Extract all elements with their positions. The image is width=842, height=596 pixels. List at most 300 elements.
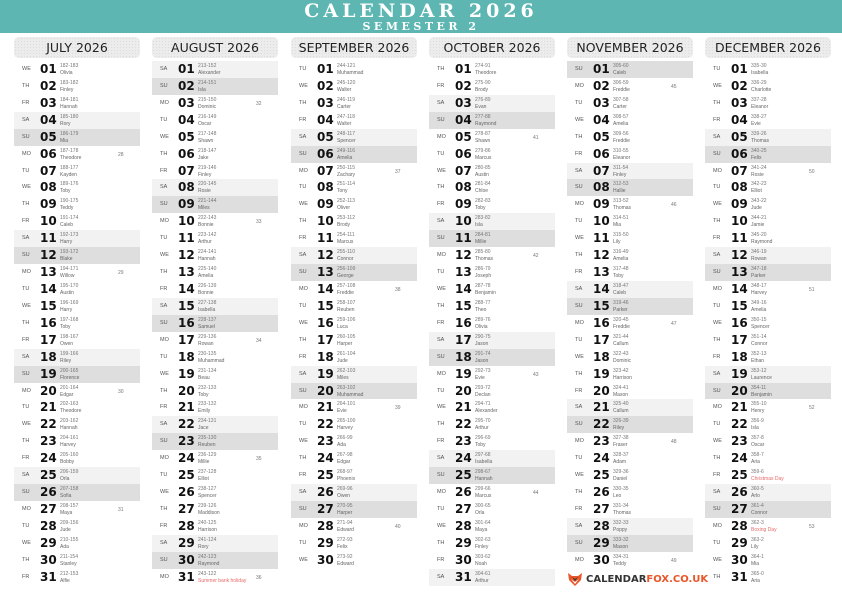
day-number: 07 [731, 163, 748, 178]
day-number: 20 [178, 383, 195, 398]
day-row[interactable] [705, 112, 831, 129]
day-row[interactable] [152, 535, 278, 552]
day-row[interactable] [14, 196, 140, 213]
day-number: 04 [40, 112, 57, 127]
day-row[interactable] [152, 179, 278, 196]
day-row[interactable] [152, 264, 278, 281]
day-row[interactable] [429, 146, 555, 163]
day-row[interactable] [152, 569, 278, 586]
day-row[interactable] [567, 433, 693, 450]
day-of-year: 362-3 [751, 519, 764, 526]
day-row[interactable] [429, 163, 555, 180]
day-row[interactable] [152, 467, 278, 484]
day-row[interactable] [14, 163, 140, 180]
day-number: 12 [317, 248, 334, 263]
day-row[interactable] [291, 163, 417, 180]
day-row[interactable] [291, 95, 417, 112]
name-day: Ada [337, 442, 346, 449]
day-row[interactable] [429, 501, 555, 518]
day-row[interactable] [14, 146, 140, 163]
day-row[interactable] [14, 112, 140, 129]
day-row[interactable] [152, 552, 278, 569]
day-row[interactable] [291, 281, 417, 298]
day-row[interactable] [429, 569, 555, 586]
day-row[interactable] [291, 501, 417, 518]
weekday-label: SU [713, 387, 721, 394]
day-row[interactable] [291, 484, 417, 501]
day-of-year: 219-146 [198, 164, 217, 171]
day-row[interactable] [291, 129, 417, 146]
day-row[interactable] [152, 247, 278, 264]
day-number: 25 [40, 468, 57, 483]
day-row[interactable] [567, 349, 693, 366]
day-row[interactable] [567, 281, 693, 298]
day-row[interactable] [705, 552, 831, 569]
day-row[interactable] [567, 416, 693, 433]
day-row[interactable] [567, 196, 693, 213]
day-row[interactable] [14, 95, 140, 112]
day-row[interactable] [705, 467, 831, 484]
day-row[interactable] [291, 247, 417, 264]
day-of-year: 211-154 [60, 553, 78, 560]
day-row[interactable] [429, 484, 555, 501]
day-of-year: 315-50 [613, 232, 629, 239]
day-row[interactable] [429, 230, 555, 247]
name-day: Zachary [337, 171, 356, 178]
name-day: Hannah [475, 476, 493, 483]
day-row[interactable] [291, 264, 417, 281]
name-day: Theodore [475, 70, 497, 76]
day-row[interactable] [291, 78, 417, 95]
day-row[interactable] [291, 383, 417, 400]
day-of-year: 187-178 [60, 147, 79, 154]
day-row[interactable] [291, 213, 417, 230]
weekday-label: TH [299, 336, 307, 343]
day-row[interactable] [291, 366, 417, 383]
day-row[interactable] [152, 450, 278, 467]
day-row[interactable] [291, 112, 417, 129]
day-row[interactable] [705, 230, 831, 247]
day-row[interactable] [152, 399, 278, 416]
day-of-year: 356-9 [751, 418, 764, 425]
day-number: 30 [731, 552, 748, 567]
day-row[interactable] [152, 213, 278, 230]
day-of-year: 352-13 [751, 350, 767, 357]
day-row[interactable] [152, 501, 278, 518]
weekday-label: TH [713, 218, 721, 225]
weekday-label: TU [713, 539, 721, 546]
day-row[interactable] [705, 196, 831, 213]
day-row[interactable] [14, 416, 140, 433]
day-number: 09 [317, 197, 334, 212]
name-day: Isabella [751, 70, 769, 76]
day-row[interactable] [705, 450, 831, 467]
day-row[interactable] [152, 196, 278, 213]
day-row[interactable] [705, 146, 831, 163]
day-row[interactable] [152, 95, 278, 112]
name-day: Daniel [613, 476, 628, 483]
name-day: Oscar [198, 120, 212, 127]
day-row[interactable] [567, 112, 693, 129]
day-row[interactable] [14, 298, 140, 315]
weekday-label: WE [22, 66, 31, 72]
day-of-year: 348-17 [751, 282, 767, 289]
day-row[interactable] [429, 196, 555, 213]
day-row[interactable] [705, 213, 831, 230]
day-row[interactable] [705, 163, 831, 180]
day-number: 12 [593, 248, 610, 263]
name-day: Oliver [337, 205, 351, 212]
day-number: 31 [731, 569, 748, 584]
day-row[interactable] [14, 315, 140, 332]
day-row[interactable] [152, 433, 278, 450]
day-row[interactable] [429, 467, 555, 484]
day-row[interactable] [567, 163, 693, 180]
day-row[interactable] [429, 281, 555, 298]
day-number: 23 [593, 434, 610, 449]
name-day: Adam [613, 459, 627, 466]
day-row[interactable] [567, 298, 693, 315]
name-day: Toby [198, 391, 209, 398]
day-row[interactable] [291, 467, 417, 484]
month-column [429, 37, 555, 592]
day-of-year: 197-168 [60, 316, 79, 323]
name-day: Aria [751, 577, 760, 584]
day-row[interactable] [14, 535, 140, 552]
day-row[interactable] [705, 501, 831, 518]
day-row[interactable] [14, 78, 140, 95]
day-row[interactable] [705, 383, 831, 400]
day-row[interactable] [14, 247, 140, 264]
day-row[interactable] [14, 467, 140, 484]
day-row[interactable] [152, 230, 278, 247]
day-of-year: 351-14 [751, 333, 767, 340]
day-row[interactable] [152, 366, 278, 383]
day-of-year: 182-183 [60, 63, 79, 69]
day-row[interactable] [705, 247, 831, 264]
day-row[interactable] [705, 298, 831, 315]
week-number: 33 [256, 219, 262, 226]
weekday-label: TU [575, 455, 583, 462]
day-row[interactable] [14, 383, 140, 400]
day-row[interactable] [705, 518, 831, 535]
day-row[interactable] [429, 416, 555, 433]
day-row[interactable] [14, 264, 140, 281]
name-day: Emily [198, 408, 211, 415]
name-day: Benjamin [475, 289, 496, 296]
day-number: 30 [593, 552, 610, 567]
day-row[interactable] [567, 213, 693, 230]
day-number: 19 [593, 366, 610, 381]
day-of-year: 330-35 [613, 486, 629, 493]
day-row[interactable] [152, 416, 278, 433]
day-row[interactable] [567, 95, 693, 112]
day-row[interactable] [152, 281, 278, 298]
day-row[interactable] [291, 315, 417, 332]
day-number: 19 [731, 366, 748, 381]
holiday-label: Christmas Day [751, 476, 784, 483]
day-row[interactable] [429, 535, 555, 552]
day-row[interactable] [705, 332, 831, 349]
day-row[interactable] [429, 366, 555, 383]
day-number: 23 [40, 434, 57, 449]
weekday-label: SU [160, 556, 168, 563]
day-row[interactable] [152, 146, 278, 163]
day-row[interactable] [429, 349, 555, 366]
name-day: Isabella [198, 306, 216, 313]
name-day: Chloe [475, 188, 489, 195]
day-row[interactable] [429, 433, 555, 450]
day-number: 12 [178, 248, 195, 263]
weekday-label: SA [713, 489, 721, 496]
day-row[interactable] [152, 298, 278, 315]
weekday-label: FR [22, 218, 30, 225]
day-of-year: 350-15 [751, 316, 767, 323]
day-of-year: 261-104 [337, 350, 356, 357]
day-row[interactable] [291, 450, 417, 467]
name-day: Toby [475, 442, 486, 449]
day-row[interactable] [429, 95, 555, 112]
day-row[interactable] [152, 349, 278, 366]
day-row[interactable] [429, 213, 555, 230]
day-number: 14 [317, 281, 334, 296]
day-row[interactable] [429, 129, 555, 146]
day-row[interactable] [14, 332, 140, 349]
weekday-label: SA [22, 472, 30, 479]
day-row[interactable] [567, 61, 693, 78]
day-row[interactable] [291, 552, 417, 569]
name-day: Finley [613, 171, 627, 178]
day-row[interactable] [291, 416, 417, 433]
day-row[interactable] [705, 569, 831, 586]
day-row[interactable] [567, 399, 693, 416]
name-day: Olivia [60, 70, 73, 76]
day-row[interactable] [14, 349, 140, 366]
weekday-label: SA [437, 573, 445, 580]
day-row[interactable] [291, 332, 417, 349]
day-row[interactable] [291, 535, 417, 552]
day-row[interactable] [567, 332, 693, 349]
day-row[interactable] [705, 366, 831, 383]
weekday-label: TH [437, 66, 445, 72]
weekday-label: MO [160, 336, 169, 343]
day-of-year: 270-95 [337, 502, 353, 509]
day-row[interactable] [567, 484, 693, 501]
day-number: 13 [731, 265, 748, 280]
day-of-year: 188-177 [60, 164, 79, 171]
day-of-year: 242-123 [198, 553, 217, 560]
day-row[interactable] [705, 95, 831, 112]
day-row[interactable] [429, 112, 555, 129]
weekday-label: FR [713, 472, 721, 479]
day-row[interactable] [567, 230, 693, 247]
day-row[interactable] [152, 61, 278, 78]
day-row[interactable] [567, 146, 693, 163]
day-row[interactable] [152, 383, 278, 400]
weekday-label: TH [299, 218, 307, 225]
day-row[interactable] [14, 399, 140, 416]
day-row[interactable] [705, 315, 831, 332]
week-number: 46 [671, 202, 677, 209]
name-day: Freddie [337, 289, 354, 296]
day-row[interactable] [291, 518, 417, 535]
day-row[interactable] [429, 552, 555, 569]
day-row[interactable] [152, 332, 278, 349]
day-number: 05 [593, 129, 610, 144]
day-row[interactable] [567, 315, 693, 332]
day-number: 05 [317, 129, 334, 144]
day-row[interactable] [14, 518, 140, 535]
day-row[interactable] [14, 61, 140, 78]
day-row[interactable] [14, 569, 140, 586]
day-row[interactable] [705, 399, 831, 416]
day-of-year: 218-147 [198, 147, 217, 154]
day-row[interactable] [429, 179, 555, 196]
weekday-label: TH [713, 99, 721, 106]
day-row[interactable] [152, 315, 278, 332]
day-row[interactable] [152, 163, 278, 180]
day-of-year: 206-159 [60, 469, 79, 476]
day-row[interactable] [429, 315, 555, 332]
day-row[interactable] [567, 518, 693, 535]
name-day: Finley [60, 86, 74, 93]
day-row[interactable] [429, 332, 555, 349]
day-row[interactable] [705, 179, 831, 196]
day-of-year: 305-60 [613, 63, 629, 69]
name-day: Connor [751, 340, 768, 347]
day-row[interactable] [291, 433, 417, 450]
weekday-label: SU [160, 201, 168, 208]
day-row[interactable] [291, 146, 417, 163]
weekday-label: SU [575, 539, 583, 546]
day-of-year: 226-139 [198, 282, 217, 289]
day-row[interactable] [291, 399, 417, 416]
day-number: 31 [40, 569, 57, 584]
week-number: 43 [533, 371, 539, 378]
day-row[interactable] [567, 264, 693, 281]
day-row[interactable] [14, 179, 140, 196]
day-row[interactable] [567, 366, 693, 383]
day-row[interactable] [429, 264, 555, 281]
day-row[interactable] [567, 129, 693, 146]
name-day: Elliot [751, 188, 762, 195]
day-row[interactable] [567, 552, 693, 569]
day-number: 05 [455, 129, 472, 144]
day-row[interactable] [14, 501, 140, 518]
name-day: Oscar [751, 442, 765, 449]
day-row[interactable] [705, 416, 831, 433]
name-day: Harper [337, 509, 353, 516]
day-row[interactable] [152, 78, 278, 95]
weekday-label: SU [160, 82, 168, 89]
day-row[interactable] [705, 264, 831, 281]
name-day: Miles [337, 374, 349, 381]
day-row[interactable] [705, 61, 831, 78]
day-row[interactable] [152, 484, 278, 501]
day-of-year: 227-138 [198, 299, 217, 306]
name-day: Rory [198, 543, 209, 550]
day-row[interactable] [429, 61, 555, 78]
weekday-label: SA [160, 421, 168, 428]
weekday-label: WE [437, 404, 446, 411]
day-row[interactable] [567, 501, 693, 518]
day-row[interactable] [14, 433, 140, 450]
day-row[interactable] [429, 399, 555, 416]
day-row[interactable] [291, 61, 417, 78]
weekday-label: WE [575, 353, 584, 360]
weekday-label: SA [160, 66, 168, 72]
day-row[interactable] [291, 230, 417, 247]
day-row[interactable] [14, 366, 140, 383]
day-row[interactable] [291, 196, 417, 213]
day-row[interactable] [291, 298, 417, 315]
day-row[interactable] [705, 433, 831, 450]
day-row[interactable] [567, 179, 693, 196]
day-row[interactable] [14, 213, 140, 230]
weekday-label: FR [575, 387, 583, 394]
day-row[interactable] [14, 484, 140, 501]
day-row[interactable] [705, 484, 831, 501]
day-row[interactable] [705, 281, 831, 298]
name-day: Evie [751, 120, 761, 127]
day-row[interactable] [567, 535, 693, 552]
day-number: 15 [317, 298, 334, 313]
day-row[interactable] [429, 518, 555, 535]
day-row[interactable] [429, 450, 555, 467]
day-row[interactable] [705, 535, 831, 552]
day-number: 28 [593, 518, 610, 533]
day-row[interactable] [429, 78, 555, 95]
day-row[interactable] [291, 349, 417, 366]
day-row[interactable] [14, 552, 140, 569]
day-row[interactable] [152, 129, 278, 146]
day-row[interactable] [429, 298, 555, 315]
name-day: Spencer [751, 323, 770, 330]
day-row[interactable] [429, 383, 555, 400]
day-row[interactable] [152, 518, 278, 535]
day-row[interactable] [14, 129, 140, 146]
day-row[interactable] [429, 247, 555, 264]
day-row[interactable] [567, 467, 693, 484]
day-row[interactable] [14, 450, 140, 467]
weekday-label: TU [713, 66, 721, 72]
weekday-label: TU [437, 269, 445, 276]
day-of-year: 334-31 [613, 553, 629, 560]
day-row[interactable] [14, 230, 140, 247]
day-row[interactable] [567, 383, 693, 400]
name-day: Olivia [475, 323, 488, 330]
day-number: 20 [731, 383, 748, 398]
weekday-label: WE [22, 184, 31, 191]
day-row[interactable] [567, 78, 693, 95]
day-row[interactable] [152, 112, 278, 129]
day-number: 30 [178, 552, 195, 567]
calendarfox-logo[interactable] [567, 571, 708, 587]
day-row[interactable] [14, 281, 140, 298]
day-row[interactable] [705, 349, 831, 366]
day-number: 13 [40, 265, 57, 280]
day-number: 10 [731, 214, 748, 229]
day-row[interactable] [705, 129, 831, 146]
weekday-label: SA [160, 539, 168, 546]
day-row[interactable] [291, 179, 417, 196]
week-number: 53 [809, 523, 815, 530]
weekday-label: TH [22, 82, 30, 89]
day-row[interactable] [567, 450, 693, 467]
day-row[interactable] [705, 78, 831, 95]
day-row[interactable] [567, 247, 693, 264]
name-day: Caleb [60, 222, 74, 229]
